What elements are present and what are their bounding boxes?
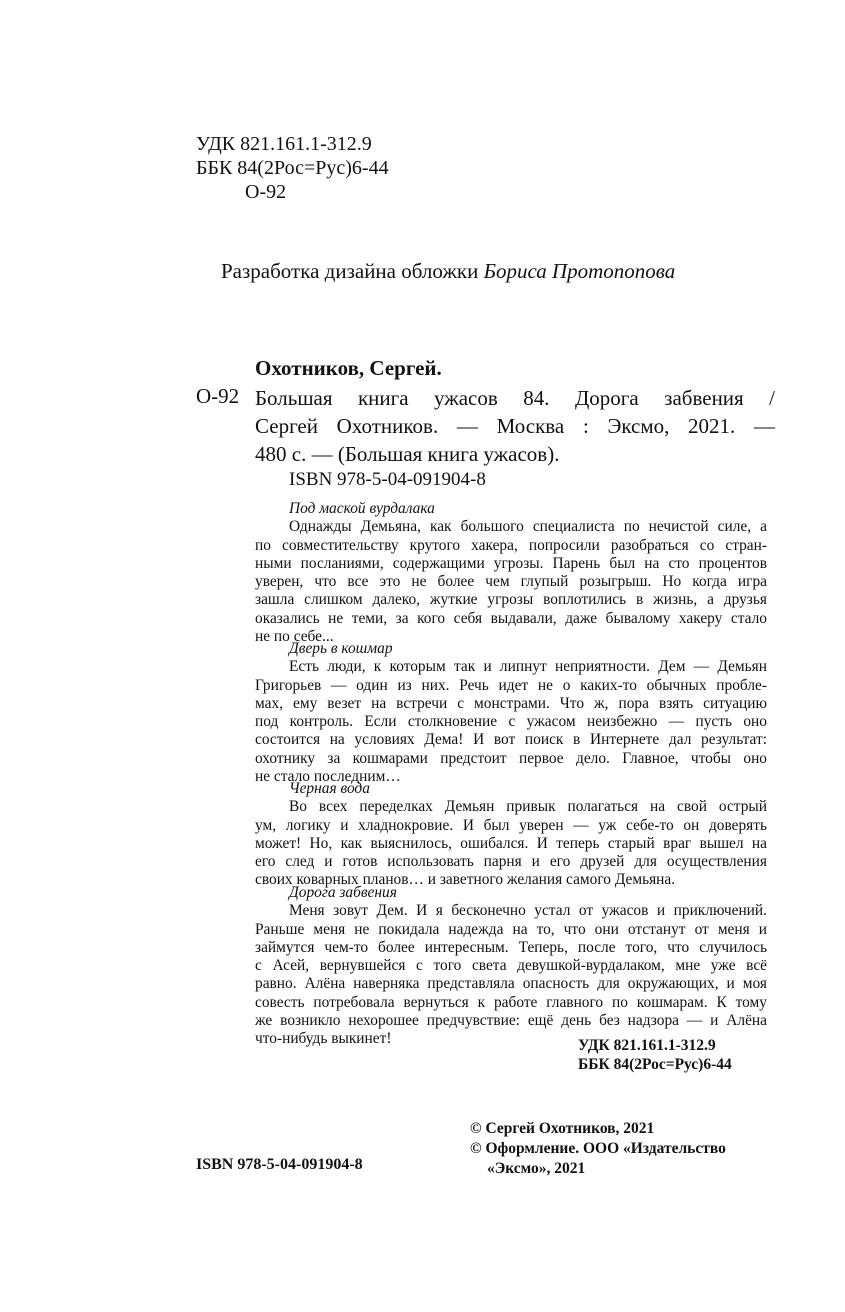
annotation-line: Григорьев — один из них. Речь идет не о каких-то обычных пробле-	[255, 676, 767, 694]
design-credit	[221, 259, 675, 284]
annotation-line: Раньше меня не покидала надежда на то, что они отстанут от меня и	[255, 920, 767, 938]
title-line-1: Большая книга ужасов 84. Дорога забвения /	[255, 386, 775, 410]
annotation-line: по совместительству крутого хакера, попросили разобраться со стран-	[255, 536, 767, 554]
udk-code-bottom: УДК 821.161.1-312.9	[578, 1037, 716, 1054]
annotation-line: ными посланиями, содержащими угрозы. Парень был на сто процентов	[255, 554, 767, 572]
annotation-3	[255, 780, 767, 890]
annotation-line: уверен, что все это не более чем глупый розыгрыш. Но когда игра	[255, 573, 767, 591]
author-mark: О-92	[245, 181, 287, 203]
bbk-code: ББК 84(2Рос=Рус)6-44	[196, 157, 389, 179]
design-credit-name: Бориса Протопопова	[483, 259, 676, 283]
annotation-line: Есть люди, к которым так и липнут неприятности. Дем — Демьян	[289, 658, 767, 676]
copyright-author: © Сергей Охотников, 2021	[470, 1120, 655, 1137]
annotation-line: состоится на условиях Дема! И вот поиск в Интернете дал результат:	[255, 731, 767, 749]
annotation-line: может! Но, как выяснилось, ошибался. И теперь старый враг вышел на	[255, 834, 767, 852]
annotation-line: мах, ему везет на встречи с монстрами. Что ж, пора взять ситуацию	[255, 694, 767, 712]
title-line-2: Сергей Охотников. — Москва : Эксмо, 2021. —	[255, 414, 775, 438]
design-credit-label: Разработка дизайна обложки	[221, 259, 479, 283]
annotation-line: Во всех переделках Демьян привык полагаться на свой острый	[289, 798, 767, 816]
annotation-4	[255, 884, 767, 1049]
title-line-3: 480 с. — (Большая книга ужасов).	[255, 442, 560, 466]
annotation-line: под контроль. Если столкновение с ужасом неизбежно — пусть оно	[255, 713, 767, 731]
annotation-line: зашла слишком далеко, жуткие угрозы воплотились в жизнь, а друзья	[255, 591, 767, 609]
isbn-bottom: ISBN 978-5-04-091904-8	[196, 1156, 363, 1173]
annotation-title: Дверь в кошмар	[289, 640, 393, 657]
annotation-line: с Асей, вернувшейся с того света девушкой-вурдалаком, мне уже всё	[255, 957, 767, 975]
copyright-design: © Оформление. ООО «Издательство	[470, 1140, 726, 1157]
annotation-line: охотнику за кошмарами предстоит первое дело. Главное, чтобы оно	[255, 749, 767, 767]
title-block	[255, 384, 775, 468]
udk-code: УДК 821.161.1-312.9	[196, 133, 372, 155]
annotation-line: Меня зовут Дем. И я бесконечно устал от ужасов и приключений.	[289, 902, 767, 920]
record-code: О-92	[196, 384, 240, 408]
annotation-1	[255, 500, 767, 646]
bbk-code-bottom: ББК 84(2Рос=Рус)6-44	[578, 1056, 732, 1073]
annotation-2	[255, 640, 767, 786]
annotation-line: оказались не теми, за кого себя выдавали, даже бывалому хакеру стало	[255, 609, 767, 627]
isbn: ISBN 978-5-04-091904-8	[289, 469, 486, 490]
annotation-title: Черная вода	[289, 780, 370, 797]
annotation-title: Дорога забвения	[289, 884, 397, 901]
author-heading: Охотников, Сергей.	[255, 356, 442, 380]
annotation-line: совесть потребовала вернуться к работе главного по кошмарам. К тому	[255, 993, 767, 1011]
annotation-line: Однажды Демьяна, как большого специалиста по нечистой силе, а	[289, 518, 767, 536]
annotation-line: своих коварных планов… и заветного желания самого Демьяна.	[255, 871, 676, 889]
annotation-line: равно. Алёна наверняка представляла опасность для окружающих, и моя	[255, 975, 767, 993]
annotation-line: ум, логику и хладнокровие. И был уверен — уж себе-то он доверять	[255, 816, 767, 834]
annotation-title: Под маской вурдалака	[289, 500, 435, 517]
annotation-line: займутся чем-то более интересным. Теперь, после того, что случилось	[255, 938, 767, 956]
annotation-line: его след и готов использовать парня и его друзей для осуществления	[255, 853, 767, 871]
annotation-line: же возникло нехорошее предчувствие: ещё день без надзора — и Алёна	[255, 1012, 767, 1030]
annotation-line: не по себе...	[255, 628, 334, 646]
copyright-design-cont: «Эксмо», 2021	[487, 1160, 586, 1177]
annotation-line: что-нибудь выкинет!	[255, 1030, 392, 1048]
annotation-line: не стало последним…	[255, 768, 401, 786]
